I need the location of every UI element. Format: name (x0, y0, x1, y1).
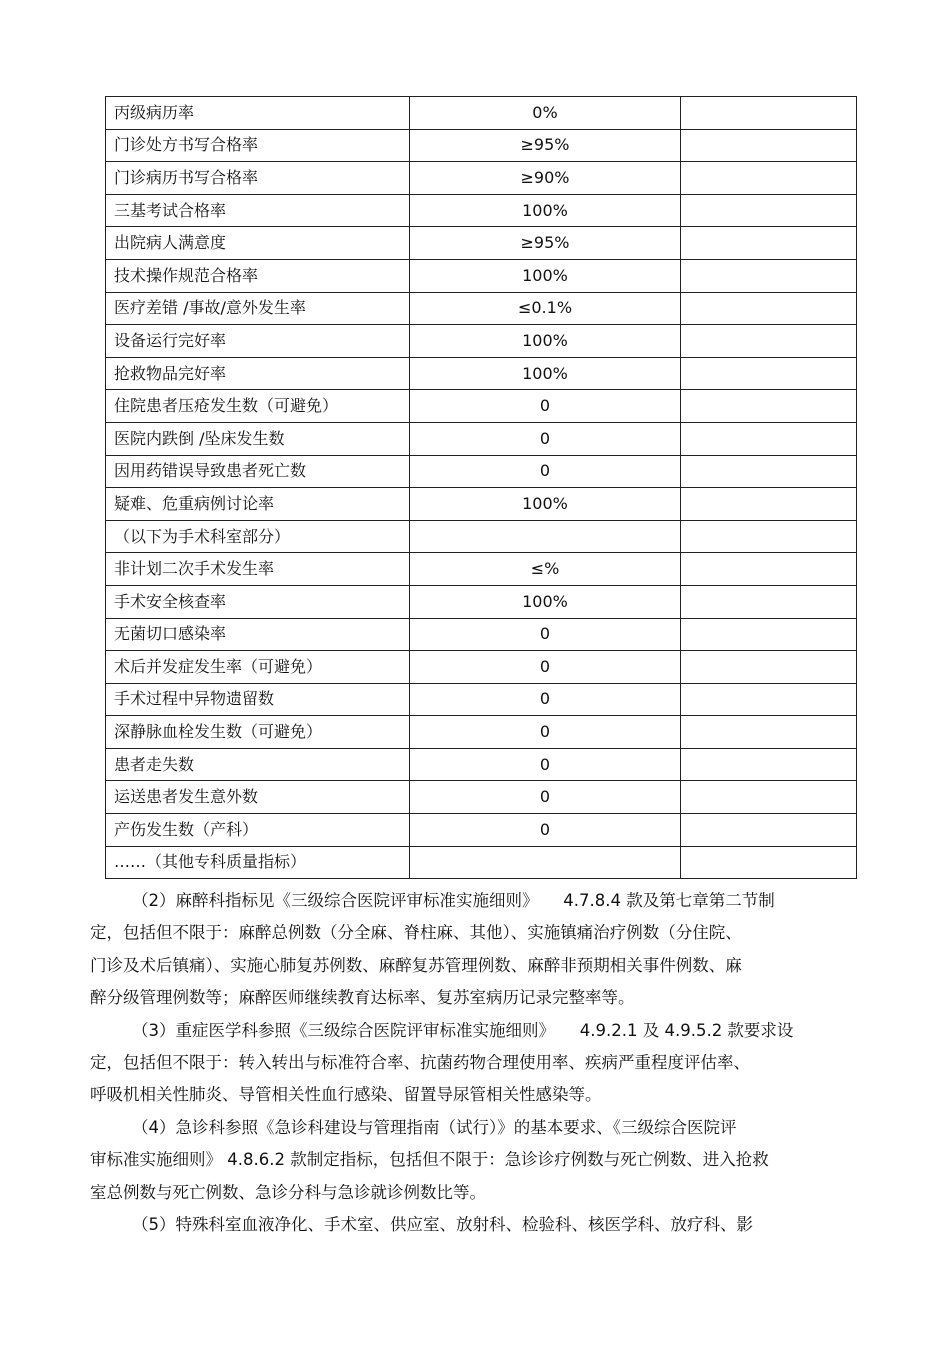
indicator-name: 门诊病历书写合格率 (106, 162, 410, 195)
paragraph-line: 门诊及术后镇痛）、实施心肺复苏例数、麻醉复苏管理例数、麻醉非预期相关事件例数、麻 (90, 955, 742, 975)
table-row (106, 520, 857, 553)
indicator-name: 术后并发症发生率（可避免） (106, 651, 410, 684)
indicator-note (681, 585, 857, 618)
indicator-name: 出院病人满意度 (106, 227, 410, 260)
indicator-note (681, 651, 857, 684)
indicator-note (681, 292, 857, 325)
table-row (106, 194, 857, 227)
table-row (106, 422, 857, 455)
indicator-note (681, 390, 857, 423)
indicator-target-value: 100% (410, 194, 681, 227)
table-row (106, 488, 857, 521)
indicator-note (681, 814, 857, 847)
indicator-name: 患者走失数 (106, 748, 410, 781)
indicator-name: 手术安全核查率 (106, 585, 410, 618)
indicator-note (681, 422, 857, 455)
body-text (90, 885, 860, 1241)
indicator-target-value: 0 (410, 748, 681, 781)
table-row (106, 585, 857, 618)
table-row (106, 390, 857, 423)
indicator-note (681, 716, 857, 749)
indicator-target-value (410, 846, 681, 879)
table-row (106, 748, 857, 781)
indicator-name: 门诊处方书写合格率 (106, 129, 410, 162)
indicator-target-value: 100% (410, 488, 681, 521)
indicator-name: 深静脉血栓发生数（可避免） (106, 716, 410, 749)
table-row (106, 162, 857, 195)
indicator-target-value: 0 (410, 618, 681, 651)
indicator-name: 医院内跌倒 /坠床发生数 (106, 422, 410, 455)
paragraph-line: 醉分级管理例数等；麻醉医师继续教育达标率、复苏室病历记录完整率等。 (90, 988, 635, 1008)
paragraph-line: 定，包括但不限于：转入转出与标准符合率、抗菌药物合理使用率、疾病严重程度评估率、 (90, 1053, 750, 1073)
table-row (106, 683, 857, 716)
indicator-note (681, 357, 857, 390)
indicator-target-value: 0 (410, 422, 681, 455)
indicator-target-value: 0 (410, 651, 681, 684)
indicator-target-value: ≤% (410, 553, 681, 586)
paragraph-first-line: （4）急诊科参照《急诊科建设与管理指南（试行）》的基本要求、《三级综合医院评 (132, 1117, 737, 1137)
indicator-note (681, 227, 857, 260)
indicator-note (681, 488, 857, 521)
indicator-name: 手术过程中异物遗留数 (106, 683, 410, 716)
indicator-note (681, 129, 857, 162)
indicator-name: 无菌切口感染率 (106, 618, 410, 651)
table-row (106, 357, 857, 390)
table-row (106, 455, 857, 488)
quality-indicator-table (105, 96, 857, 879)
indicator-name: 产伤发生数（产科） (106, 814, 410, 847)
indicator-target-value: 0% (410, 97, 681, 130)
table-row (106, 716, 857, 749)
indicator-name: 非计划二次手术发生率 (106, 553, 410, 586)
paragraph-line: 定，包括但不限于：麻醉总例数（分全麻、脊柱麻、其他）、实施镇痛治疗例数（分住院、 (90, 923, 742, 943)
table-row (106, 259, 857, 292)
indicator-name: 运送患者发生意外数 (106, 781, 410, 814)
indicator-note (681, 618, 857, 651)
indicator-target-value: 100% (410, 357, 681, 390)
table-row (106, 227, 857, 260)
indicator-note (681, 162, 857, 195)
paragraph-line: 呼吸机相关性肺炎、导管相关性血行感染、留置导尿管相关性感染等。 (90, 1085, 602, 1105)
indicator-note (681, 97, 857, 130)
indicator-target-value: 100% (410, 259, 681, 292)
table-row (106, 846, 857, 879)
table-row (106, 325, 857, 358)
indicator-name: 医疗差错 /事故/意外发生率 (106, 292, 410, 325)
indicator-name: 住院患者压疮发生数（可避免） (106, 390, 410, 423)
indicator-target-value: ≥90% (410, 162, 681, 195)
indicator-note (681, 455, 857, 488)
indicator-name: （以下为手术科室部分） (106, 520, 410, 553)
indicator-target-value: 100% (410, 585, 681, 618)
indicator-note (681, 846, 857, 879)
indicator-note (681, 259, 857, 292)
indicator-target-value: ≥95% (410, 129, 681, 162)
table-row (106, 618, 857, 651)
indicator-name: 丙级病历率 (106, 97, 410, 130)
indicator-target-value (410, 520, 681, 553)
table-row (106, 97, 857, 130)
indicator-name: 三基考试合格率 (106, 194, 410, 227)
table-row (106, 814, 857, 847)
table-row (106, 553, 857, 586)
paragraph-line: 室总例数与死亡例数、急诊分科与急诊就诊例数比等。 (90, 1182, 486, 1202)
table-row (106, 129, 857, 162)
indicator-name: ……（其他专科质量指标） (106, 846, 410, 879)
indicator-target-value: 0 (410, 781, 681, 814)
indicator-note (681, 748, 857, 781)
indicator-name: 技术操作规范合格率 (106, 259, 410, 292)
indicator-note (681, 781, 857, 814)
indicator-target-value: ≤0.1% (410, 292, 681, 325)
indicator-note (681, 683, 857, 716)
paragraph-first-line: （5）特殊科室血液净化、手术室、供应室、放射科、检验科、核医学科、放疗科、影 (132, 1215, 753, 1235)
table-row (106, 651, 857, 684)
indicator-note (681, 520, 857, 553)
indicator-target-value: 0 (410, 814, 681, 847)
paragraph-first-line: （3）重症医学科参照《三级综合医院评审标准实施细则》 4.9.2.1 及 4.9.5.2 款要求设 (132, 1020, 794, 1040)
indicator-target-value: 0 (410, 683, 681, 716)
indicator-target-value: 0 (410, 716, 681, 749)
indicator-note (681, 194, 857, 227)
paragraph-first-line: （2）麻醉科指标见《三级综合医院评审标准实施细则》 4.7.8.4 款及第七章第二节制 (132, 891, 775, 910)
indicator-note (681, 325, 857, 358)
indicator-target-value: 100% (410, 325, 681, 358)
table-row (106, 781, 857, 814)
paragraph-line: 审标准实施细则》 4.8.6.2 款制定指标，包括但不限于：急诊诊疗例数与死亡例数、进入抢救 (90, 1150, 769, 1170)
indicator-name: 疑难、危重病例讨论率 (106, 488, 410, 521)
indicator-target-value: 0 (410, 455, 681, 488)
indicator-target-value: ≥95% (410, 227, 681, 260)
table-body (106, 97, 857, 879)
indicator-target-value: 0 (410, 390, 681, 423)
table-row (106, 292, 857, 325)
indicator-name: 因用药错误导致患者死亡数 (106, 455, 410, 488)
indicator-note (681, 553, 857, 586)
indicator-name: 抢救物品完好率 (106, 357, 410, 390)
indicator-name: 设备运行完好率 (106, 325, 410, 358)
